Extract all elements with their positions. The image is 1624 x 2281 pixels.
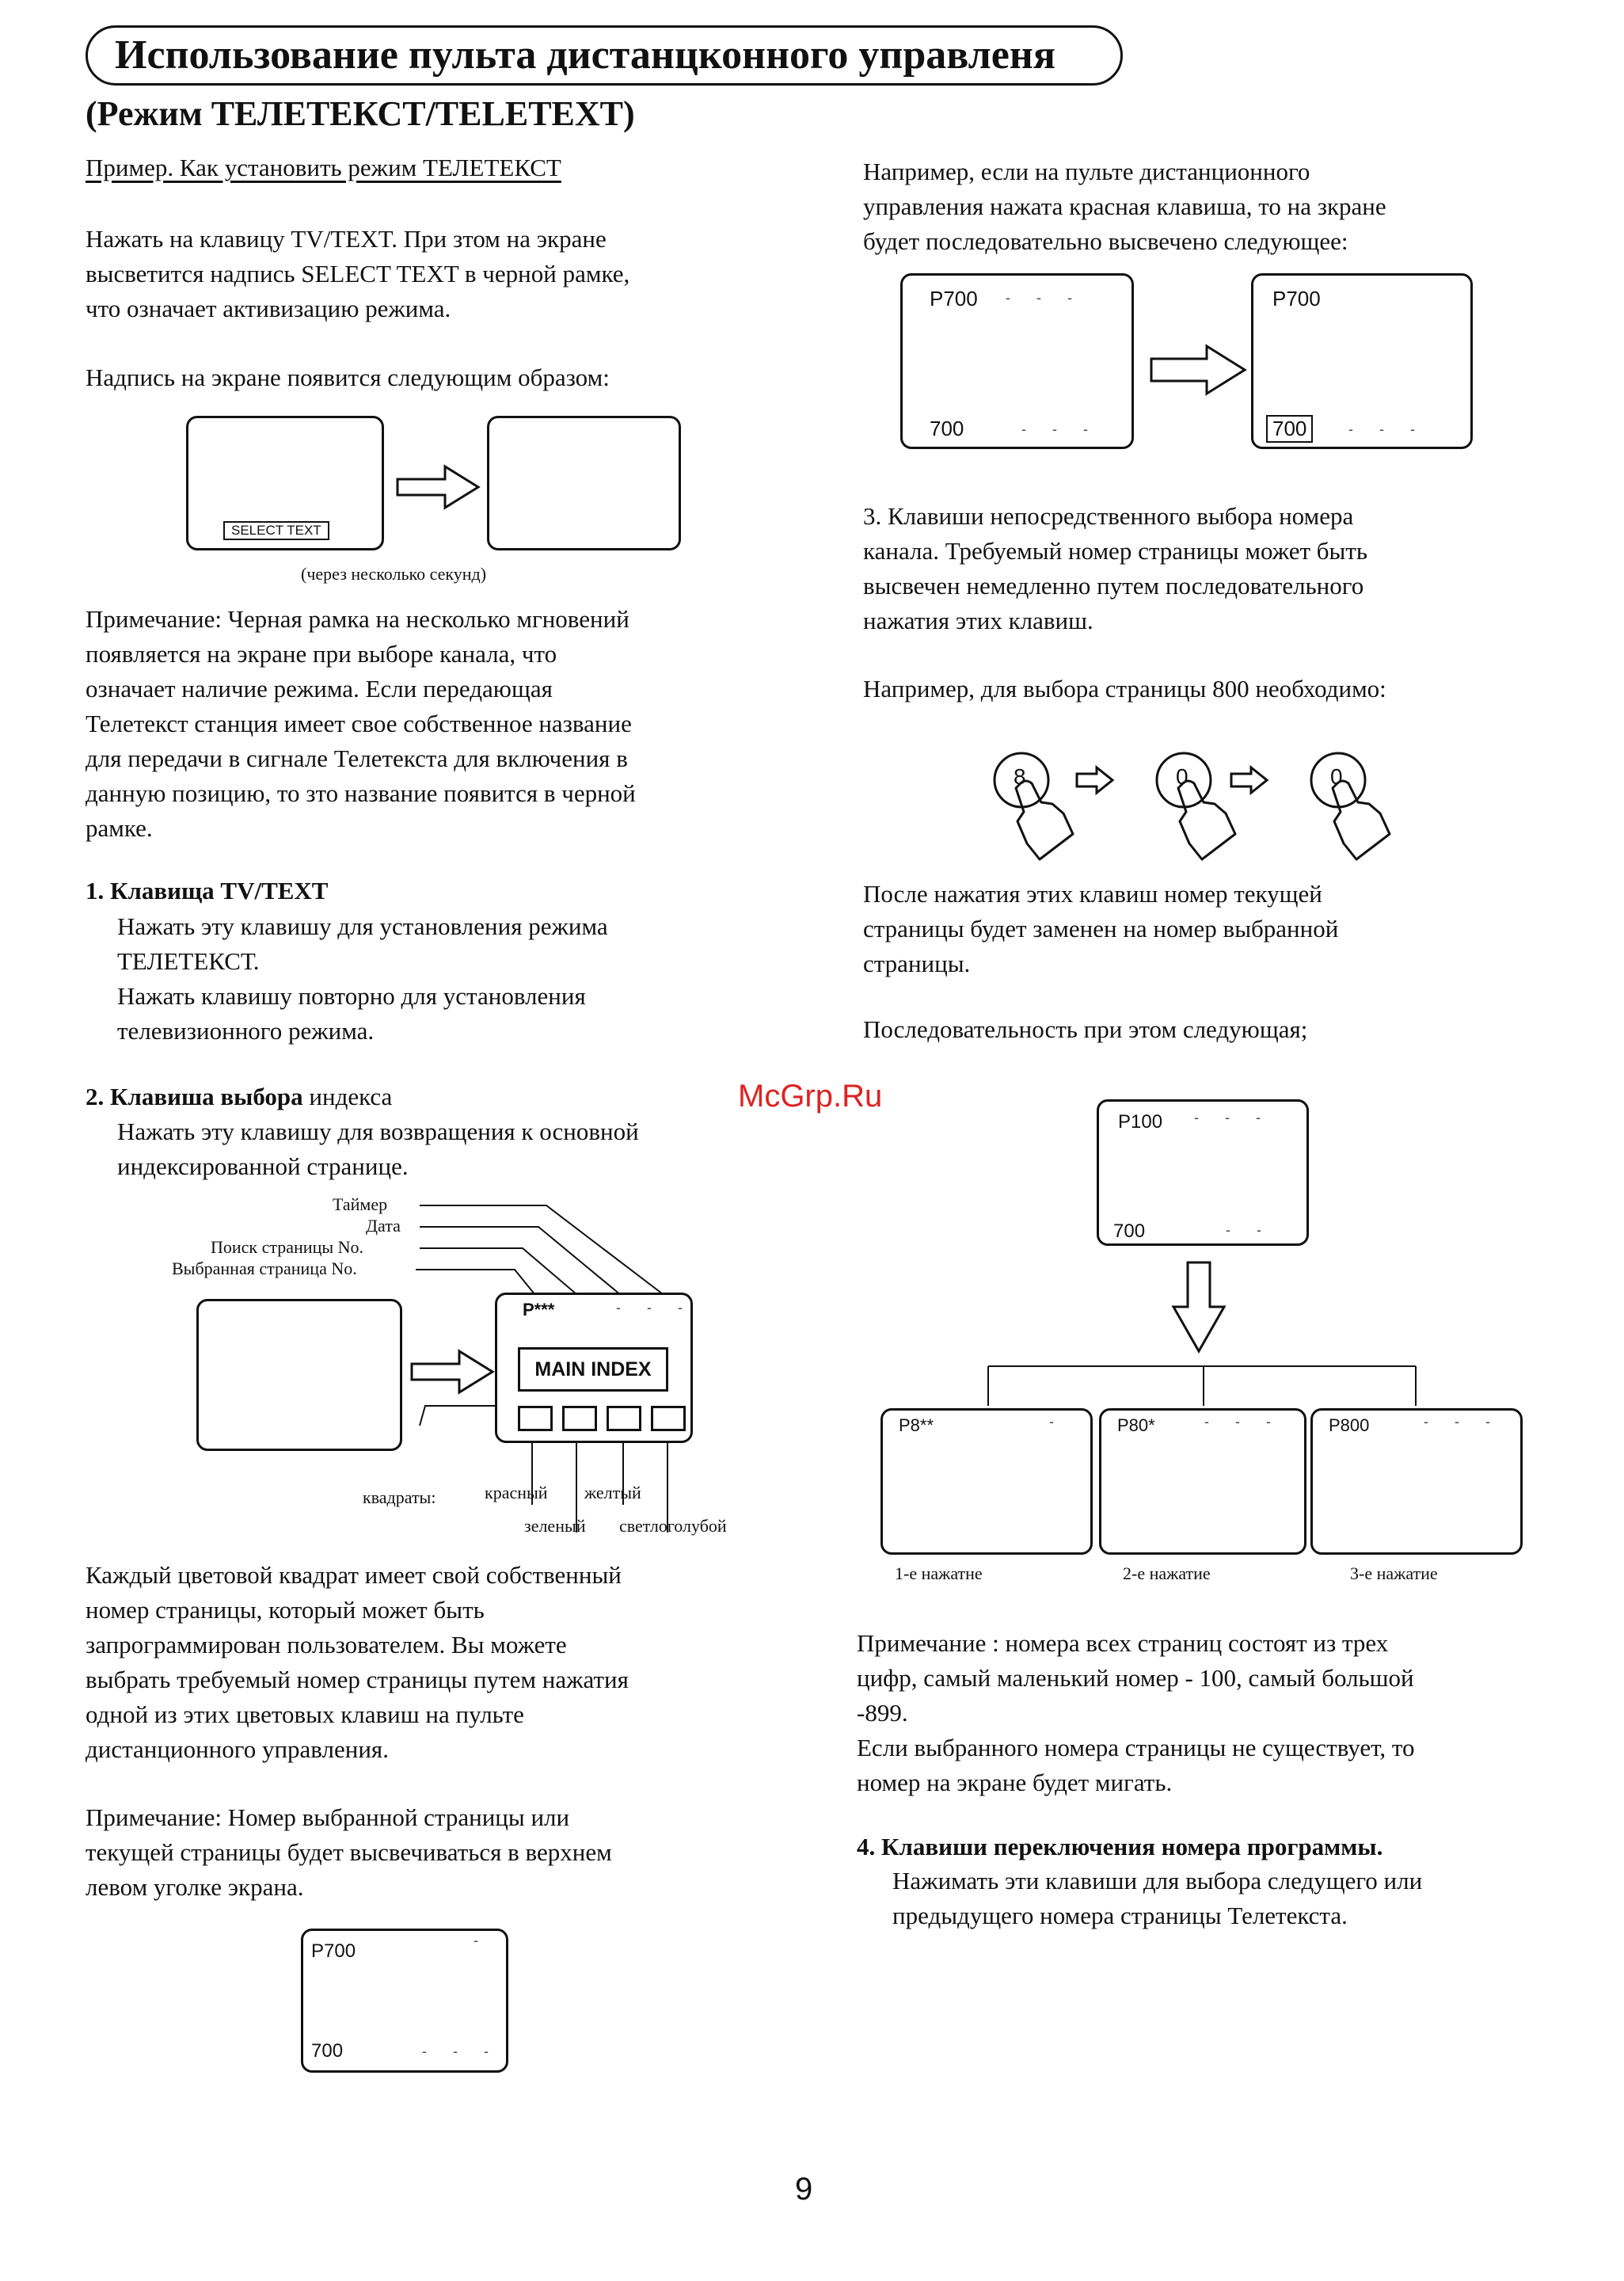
screen-top-text: P700 [1272, 287, 1321, 310]
key-0-first: 0 [1176, 764, 1189, 789]
squares-label: квадраты: [363, 1487, 436, 1507]
tv-screen-press-3 [1310, 1408, 1523, 1555]
item4-body: Нажимать эти клавиши для выбора следущего или предыдущего номера страницы Телетекста. [892, 1867, 1423, 1929]
red-key-example: Например, если на пульте дистанционного управления нажата красная клавиша, то на зкране будет последовательно высвечено следующее: [863, 158, 1386, 255]
screen-dashes: - - - [1021, 421, 1099, 437]
screen-bottom-text: 700 [930, 417, 964, 440]
caption-press-3: 3-е нажатие [1350, 1563, 1438, 1583]
screen-dashes: - - - [1348, 421, 1426, 437]
color-yellow-label: желтый [584, 1483, 641, 1502]
color-squares-paragraph: Каждый цветовой квадрат имеет свой собственный номер страницы, который может быть запрограммирован пользователем. Вы можете выбрать требуемый номер страницы путем нажатия одной из этих цветовых клавиш на пульте дистанционного управления. [86, 1561, 629, 1763]
tv-screen-press-1 [880, 1408, 1093, 1555]
intro-paragraph: Нажать на клавицу TV/TEXT. При зтом на экране высветится надпись SELECT TEXT в черной рамке, что означает активизацию режима. [86, 225, 630, 322]
key-0-second: 0 [1330, 764, 1343, 789]
item2-title-bold: 2. Клавиша выбора [86, 1083, 303, 1110]
screen-top-text: P700 [311, 1940, 356, 1962]
example-800: Например, для выбора страницы 800 необходимо: [863, 675, 1386, 703]
note-black-frame: Примечание: Черная рамка на несколько мгновений появляется на экране при выборе канала, что означает наличие режима. Если передающая Телетекст станция имеет свое собственное название для передачи в сигнале Телетекста для включения в данную позицию, то зто название появится в черной рамке. [86, 605, 636, 842]
tv-screen-press-2 [1099, 1408, 1306, 1555]
caption-press-2: 2-е нажатие [1123, 1563, 1211, 1583]
color-cyan-label: светлоголубой [619, 1516, 727, 1536]
index-screen-header: P*** [523, 1300, 555, 1319]
seconds-caption: (через несколько секунд) [301, 564, 487, 584]
item2-body: Нажать эту клавишу для возвращения к основной индексированной странице. [117, 1118, 639, 1180]
color-green-label: зеленый [524, 1516, 586, 1536]
label-timer: Таймер [333, 1194, 388, 1214]
page-subtitle: (Режим ТЕЛЕТЕКСТ/TELETEXT) [86, 94, 635, 133]
screen-top-text: P700 [930, 287, 978, 310]
main-index-label: MAIN INDEX [518, 1347, 668, 1392]
screen-bottom-text: 700 [311, 2040, 344, 2062]
label-date: Дата [366, 1216, 401, 1236]
item4-title: 4. Клавиши переключения номера программы. [857, 1833, 1383, 1860]
item2-title-rest: индекса [302, 1083, 393, 1110]
item1-title: 1. Клавища TV/TEXT [86, 877, 329, 904]
example-heading: Пример. Как установить режим ТЕЛЕТЕКСТ [86, 154, 561, 181]
screen-dashes: - - - [1204, 1414, 1282, 1430]
screen-dashes: - - - [1194, 1110, 1272, 1125]
label-page-search: Поиск страницы No. [211, 1237, 364, 1257]
sequence-text: Последовательность при этом следующая; [863, 1015, 1308, 1043]
screen-dashes: - - [1226, 1222, 1272, 1238]
screen-dashes: - - - [1424, 1414, 1501, 1430]
screen-bottom-text: 700 [1113, 1220, 1146, 1242]
screen-top-text: P80* [1117, 1415, 1155, 1435]
note-page-number: Примечание: Номер выбранной страницы или текущей страницы будет высвечиваться в верхнем левом уголке экрана. [86, 1803, 612, 1901]
page-title: Использование пульта дистанцконного управленя [86, 25, 1123, 86]
screen-dashes: - - - [1006, 290, 1083, 306]
label-selected-page: Выбранная страница No. [172, 1259, 357, 1278]
screen-dashes: - - - [616, 1300, 694, 1316]
color-red-label: красный [485, 1483, 548, 1502]
item3-direct-keys: 3. Клавиши непосредственного выбора номера канала. Требуемый номер страницы может быть высвечен немедленно путем последовательного нажатия этих клавиш. [863, 502, 1368, 634]
select-text-label: SELECT TEXT [223, 521, 329, 540]
screen-bottom-boxed: 700 [1266, 415, 1313, 443]
screen-appear-text: Надпись на экране появится следующим образом: [86, 364, 610, 391]
screen-top-text: P100 [1118, 1111, 1163, 1133]
key-8: 8 [1014, 764, 1026, 789]
screen-dashes: - - - [422, 2043, 500, 2059]
note-page-range: Примечание : номера всех страниц состоят из трех цифр, самый маленький номер - 100, самый большой -899. Если выбранного номера страницы не существует, то номер на экране будет мигать. [857, 1629, 1415, 1796]
screen-dash: - [474, 1933, 489, 1948]
after-keys-paragraph: После нажатия этих клавиш номер текущей страницы будет заменен на номер выбранной страницы. [863, 880, 1339, 977]
screen-dash: - [1049, 1414, 1065, 1430]
caption-press-1: 1-е нажатне [895, 1563, 983, 1583]
page-number: 9 [795, 2172, 813, 2207]
screen-top-text: P8** [899, 1415, 934, 1435]
item1-body: Нажать эту клавишу для установления режима ТЕЛЕТЕКСТ. Нажать клавишу повторно для установления телевизионного режима. [117, 912, 608, 1045]
screen-top-text: P800 [1329, 1415, 1370, 1435]
watermark: McGrp.Ru [738, 1079, 883, 1114]
